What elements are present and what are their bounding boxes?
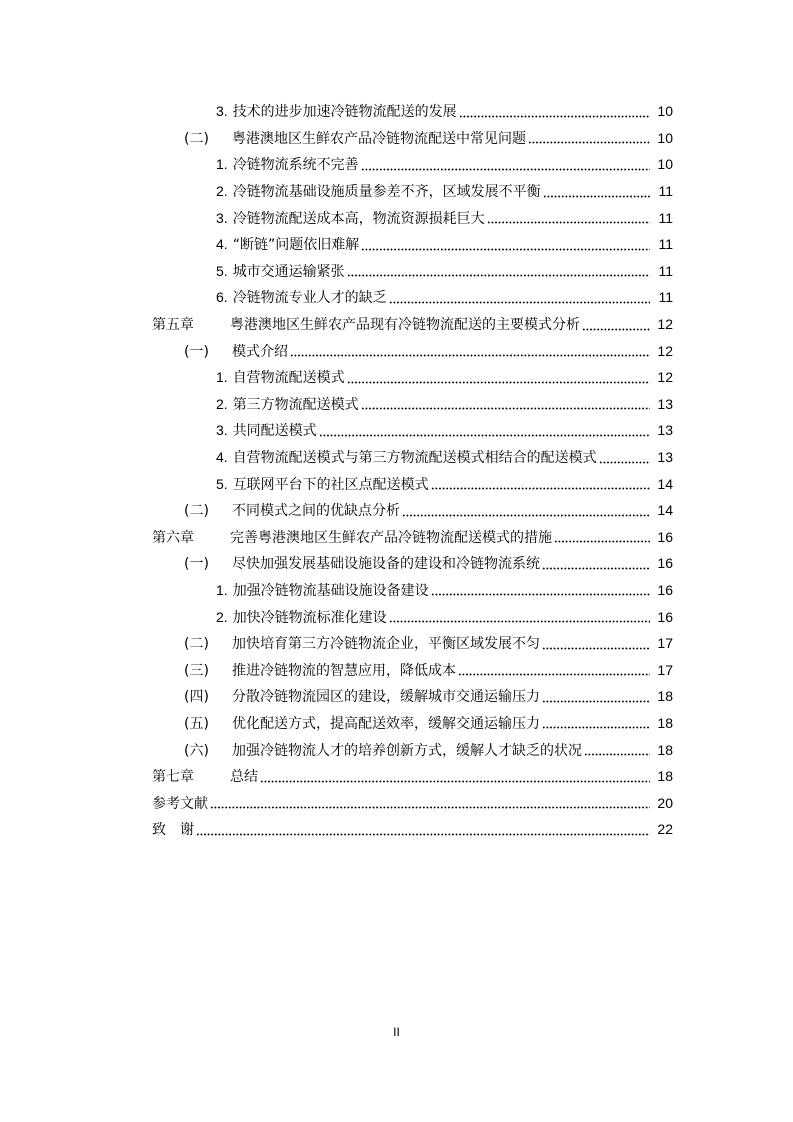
toc-entry-title: 加快冷链物流标准化建设	[232, 609, 387, 626]
toc-entry-title: 分散冷链物流园区的建设，缓解城市交通运输压力	[232, 689, 540, 706]
dot-leader	[528, 138, 650, 148]
toc-entry-title: 城市交通运输紧张	[232, 263, 345, 280]
toc-entry-page: 14	[657, 502, 673, 519]
toc-entry-number: 1.	[216, 156, 228, 173]
toc-entry[interactable]	[0, 178, 793, 205]
toc-entry[interactable]	[0, 417, 793, 444]
toc-references[interactable]	[0, 789, 793, 816]
toc-entry-title: 加快培育第三方冷链物流企业，平衡区域发展不匀	[232, 636, 540, 653]
toc-entry-title: 尽快加强发展基础设施设备的建设和冷链物流系统	[232, 556, 540, 573]
toc-entry-page: 16	[657, 555, 673, 572]
toc-entry[interactable]	[0, 710, 793, 737]
dot-leader	[290, 351, 650, 361]
toc-entry-page: 13	[657, 449, 673, 466]
toc-entry-page: 16	[657, 581, 673, 598]
toc-entry-number: (二)	[184, 130, 209, 147]
toc-entry[interactable]	[0, 603, 793, 630]
toc-entry-number: 3.	[216, 209, 228, 226]
toc-entry-title: 冷链物流配送成本高，物流资源损耗巨大	[232, 210, 485, 227]
toc-entry-number: 2.	[216, 183, 228, 200]
toc-entry-page: 11	[658, 262, 673, 279]
dot-leader	[599, 457, 650, 467]
toc-entry-number: (一)	[184, 556, 209, 573]
dot-leader	[361, 404, 650, 414]
toc-entry-page: 17	[657, 635, 673, 652]
dot-leader	[196, 829, 650, 839]
dot-leader	[210, 803, 650, 813]
toc-entry-number: (二)	[184, 636, 209, 653]
toc-entry[interactable]	[0, 577, 793, 604]
toc-entry-page: 18	[657, 768, 673, 785]
toc-entry-title: 第三方物流配送模式	[232, 396, 359, 413]
toc-chapter-number: 第六章	[152, 529, 194, 546]
toc-entry-title: 推进冷链物流的智慧应用，降低成本	[232, 662, 456, 679]
toc-chapter[interactable]	[0, 311, 793, 338]
dot-leader	[402, 510, 650, 520]
toc-entry-page: 14	[657, 475, 673, 492]
toc-entry-number: 1.	[216, 581, 228, 598]
toc-entry-number: (四)	[184, 689, 209, 706]
toc-entry-number: 6.	[216, 289, 228, 306]
dot-leader	[361, 164, 650, 174]
toc-entry-title: 冷链物流专业人才的缺乏	[232, 290, 387, 307]
dot-leader	[431, 484, 650, 494]
toc-chapter-title: 粤港澳地区生鲜农产品现有冷链物流配送的主要模式分析	[230, 317, 580, 334]
toc-entry-title: 加强冷链物流基础设施设备建设	[232, 582, 429, 599]
toc-entry-number: 5.	[216, 475, 228, 492]
toc-chapter[interactable]	[0, 524, 793, 551]
dot-leader	[554, 537, 650, 547]
toc-entry[interactable]	[0, 125, 793, 152]
toc-entry-title: 加强冷链物流人才的培养创新方式，缓解人才缺乏的状况	[232, 742, 582, 759]
toc-entry[interactable]	[0, 444, 793, 471]
toc-chapter-number: 第五章	[152, 317, 194, 334]
toc-entry-title: 自营物流配送模式	[232, 370, 345, 387]
toc-entry-number: 2.	[216, 608, 228, 625]
toc-chapter-title: 总结	[230, 769, 258, 786]
toc-entry-page: 13	[657, 422, 673, 439]
toc-entry-page: 11	[658, 209, 673, 226]
toc-entry-title: 互联网平台下的社区点配送模式	[232, 476, 429, 493]
dot-leader	[542, 696, 650, 706]
toc-entry-title: 共同配送模式	[232, 423, 317, 440]
toc-entry-number: 4.	[216, 449, 228, 466]
toc-entry-title: 技术的进步加速冷链物流配送的发展	[232, 104, 457, 121]
toc-entry-number: (三)	[184, 662, 209, 679]
toc-entry-page: 17	[657, 661, 673, 678]
page-number: II	[393, 1025, 400, 1039]
toc-entry-title: 自营物流配送模式与第三方物流配送模式相结合的配送模式	[232, 450, 597, 467]
dot-leader	[389, 297, 650, 307]
toc-entry[interactable]	[0, 550, 793, 577]
dot-leader	[347, 271, 650, 281]
toc-entry[interactable]	[0, 470, 793, 497]
toc-entry-page: 16	[657, 608, 673, 625]
toc-entry[interactable]	[0, 497, 793, 524]
toc-entry-page: 11	[658, 289, 673, 306]
table-of-contents	[0, 98, 793, 843]
toc-entry-page: 18	[657, 688, 673, 705]
toc-entry-number: 2.	[216, 395, 228, 412]
toc-entry-title: 不同模式之间的优缺点分析	[232, 503, 400, 520]
toc-entry[interactable]	[0, 98, 793, 125]
toc-entry[interactable]	[0, 683, 793, 710]
dot-leader	[458, 670, 650, 680]
toc-entry-page: 13	[657, 395, 673, 412]
toc-chapter-title: 参考文献	[152, 795, 208, 812]
toc-entry[interactable]	[0, 364, 793, 391]
toc-entry-number: 3.	[216, 422, 228, 439]
toc-entry-page: 10	[657, 129, 673, 146]
toc-chapter-title: 完善粤港澳地区生鲜农产品冷链物流配送模式的措施	[230, 529, 552, 546]
toc-entry-page: 10	[657, 103, 673, 120]
dot-leader	[542, 643, 650, 653]
dot-leader	[543, 191, 650, 201]
dot-leader	[584, 750, 650, 760]
dot-leader	[431, 590, 650, 600]
toc-entry-title: 冷链物流系统不完善	[232, 157, 359, 174]
toc-entry-page: 16	[657, 528, 673, 545]
dot-leader	[542, 563, 650, 573]
toc-entry-number: (五)	[184, 715, 209, 732]
toc-entry-title: 粤港澳地区生鲜农产品冷链物流配送中常见问题	[232, 130, 526, 147]
dot-leader	[582, 324, 650, 334]
toc-entry-number: (一)	[184, 343, 209, 360]
toc-entry-title: “断链”问题依旧难解	[232, 237, 360, 254]
toc-entry-number: 1.	[216, 369, 228, 386]
toc-chapter[interactable]	[0, 763, 793, 790]
toc-acknowledgements[interactable]	[0, 816, 793, 843]
toc-entry-page: 11	[658, 236, 673, 253]
toc-entry[interactable]	[0, 258, 793, 285]
toc-entry-number: (六)	[184, 742, 209, 759]
toc-entry[interactable]	[0, 231, 793, 258]
toc-entry-page: 10	[657, 156, 673, 173]
toc-entry-title: 模式介绍	[232, 343, 288, 360]
dot-leader	[542, 723, 650, 733]
dot-leader	[319, 430, 650, 440]
toc-entry[interactable]	[0, 630, 793, 657]
toc-entry-page: 18	[657, 741, 673, 758]
toc-entry[interactable]	[0, 204, 793, 231]
toc-entry-page: 22	[657, 821, 673, 838]
toc-entry-page: 12	[657, 316, 673, 333]
toc-entry[interactable]	[0, 284, 793, 311]
toc-entry-page: 20	[657, 794, 673, 811]
dot-leader	[347, 377, 650, 387]
toc-entry-page: 12	[657, 369, 673, 386]
toc-entry-page: 11	[658, 183, 673, 200]
toc-chapter-title: 致 谢	[152, 822, 194, 839]
dot-leader	[260, 776, 650, 786]
toc-entry[interactable]	[0, 337, 793, 364]
toc-entry[interactable]	[0, 656, 793, 683]
toc-entry-number: 4.	[216, 236, 228, 253]
dot-leader	[459, 111, 650, 121]
toc-entry-number: (二)	[184, 503, 209, 520]
toc-entry[interactable]	[0, 736, 793, 763]
toc-entry[interactable]	[0, 391, 793, 418]
dot-leader	[389, 617, 650, 627]
toc-entry-number: 5.	[216, 262, 228, 279]
toc-entry-page: 12	[657, 342, 673, 359]
toc-entry-title: 优化配送方式，提高配送效率，缓解交通运输压力	[232, 715, 540, 732]
toc-entry-title: 冷链物流基础设施质量参差不齐，区域发展不平衡	[232, 184, 541, 201]
dot-leader	[487, 218, 650, 228]
toc-entry-number: 3.	[216, 103, 228, 120]
dot-leader	[361, 244, 650, 254]
toc-entry[interactable]	[0, 151, 793, 178]
toc-chapter-number: 第七章	[152, 769, 194, 786]
toc-entry-page: 18	[657, 714, 673, 731]
